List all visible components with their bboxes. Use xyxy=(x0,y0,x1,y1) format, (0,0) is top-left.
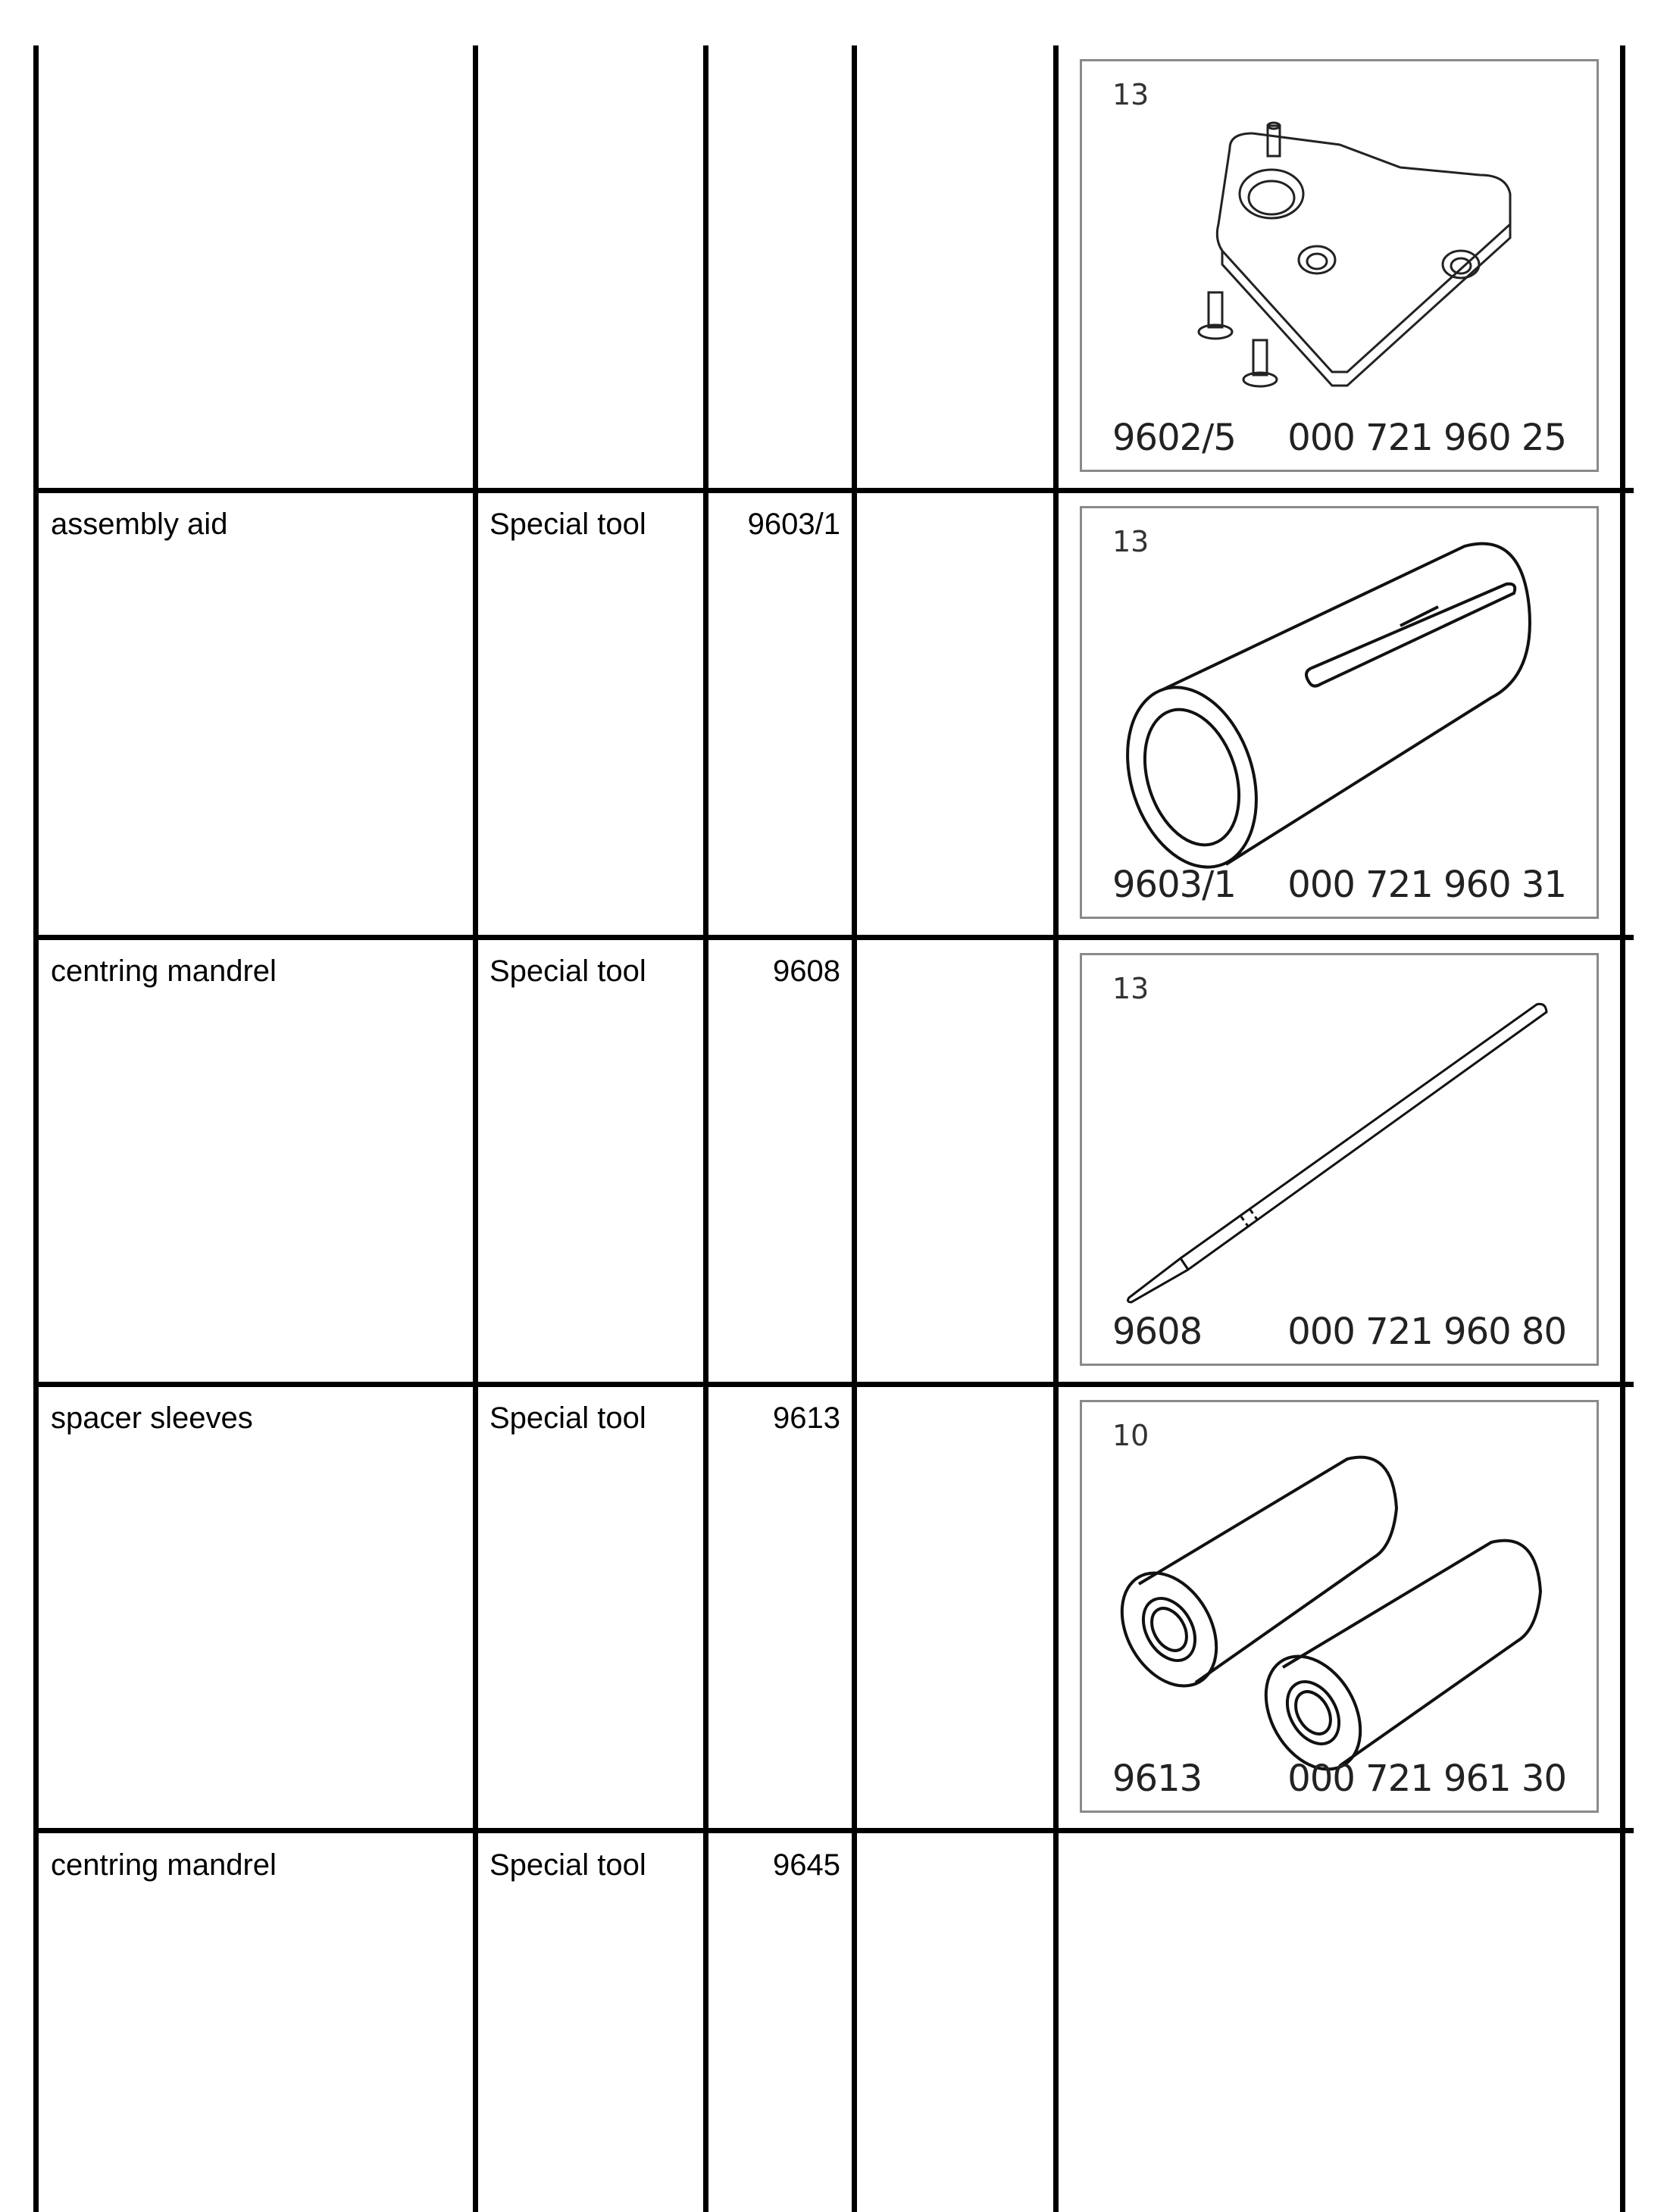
tool-picture-9602-5 xyxy=(1080,59,1599,472)
row-description: assembly aid xyxy=(51,508,228,541)
column-divider-2 xyxy=(703,45,708,2212)
tool-picture-9613 xyxy=(1080,1400,1599,1813)
row-type: Special tool xyxy=(489,954,646,988)
row-tool-number: 9603/1 xyxy=(747,508,840,541)
row-type: Special tool xyxy=(489,1848,646,1882)
picture-quantity: 10 xyxy=(1112,1419,1149,1452)
row-divider-2 xyxy=(33,935,1634,940)
plate-with-screws-drawing xyxy=(1082,61,1601,474)
tool-picture-9608 xyxy=(1080,953,1599,1366)
row-tool-number: 9608 xyxy=(773,954,840,988)
mandrel-rod-drawing xyxy=(1082,955,1601,1368)
picture-quantity: 13 xyxy=(1112,78,1149,111)
picture-tool-code: 9613 xyxy=(1112,1757,1203,1800)
row-type: Special tool xyxy=(489,508,646,541)
picture-tool-code: 9603/1 xyxy=(1112,864,1236,906)
row-description: centring mandrel xyxy=(51,954,277,988)
row-description: centring mandrel xyxy=(51,1848,277,1882)
row-description: spacer sleeves xyxy=(51,1401,253,1435)
table-border-left xyxy=(33,45,39,2212)
picture-part-number: 000 721 960 31 xyxy=(1287,864,1566,906)
two-sleeves-drawing xyxy=(1082,1402,1601,1815)
tool-picture-9603-1 xyxy=(1080,506,1599,919)
picture-part-number: 000 721 961 30 xyxy=(1287,1757,1566,1800)
column-divider-4 xyxy=(1053,45,1059,2212)
slotted-sleeve-drawing xyxy=(1082,508,1601,921)
row-type: Special tool xyxy=(489,1401,646,1435)
row-tool-number: 9613 xyxy=(773,1401,840,1435)
row-tool-number: 9645 xyxy=(773,1848,840,1882)
picture-quantity: 13 xyxy=(1112,972,1149,1005)
picture-part-number: 000 721 960 80 xyxy=(1287,1311,1566,1353)
picture-tool-code: 9608 xyxy=(1112,1311,1203,1353)
column-divider-3 xyxy=(852,45,857,2212)
row-divider-1 xyxy=(33,488,1634,493)
picture-tool-code: 9602/5 xyxy=(1112,417,1236,459)
column-divider-1 xyxy=(473,45,478,2212)
picture-part-number: 000 721 960 25 xyxy=(1287,417,1566,459)
row-divider-3 xyxy=(33,1382,1634,1387)
table-border-right xyxy=(1620,45,1625,2212)
row-divider-4 xyxy=(33,1828,1634,1833)
picture-quantity: 13 xyxy=(1112,525,1149,558)
